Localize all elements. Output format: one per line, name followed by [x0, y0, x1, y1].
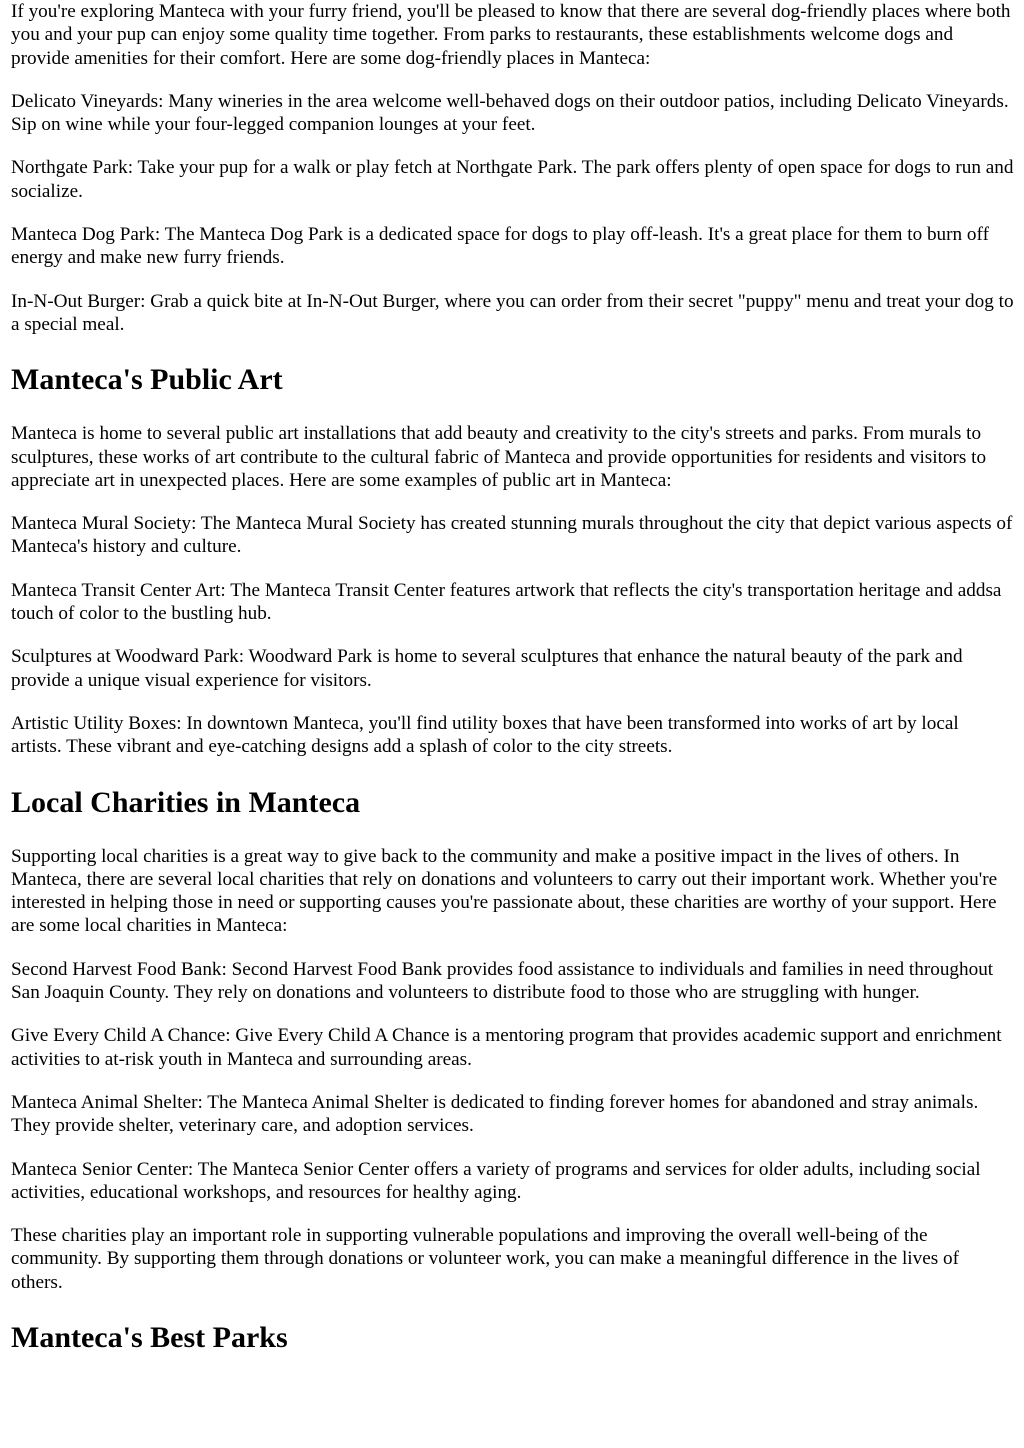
public-art-item: Artistic Utility Boxes: In downtown Manteca, you'll find utility boxes that have been transformed into works of art by local artists. These vibrant and eye-catching designs add a splash of color to the city streets.: [11, 712, 959, 758]
public-art-item: Sculptures at Woodward Park: Woodward Park is home to several sculptures that enhance the natural beauty of the park and provide a unique visual experience for visitors.: [11, 646, 963, 691]
charity-item: Manteca Animal Shelter: The Manteca Animal Shelter is dedicated to finding forever homes for abandoned and stray animals. They provide shelter, veterinary care, and adoption services.: [11, 1091, 979, 1137]
charities-closing: These charities play an important role in supporting vulnerable populations and improving the overall well-being of the community. By supporting them through donations or volunteer work, you can make a meaningful difference in the lives of others.: [11, 1225, 959, 1293]
parks-heading: Manteca's Best Parks: [11, 1320, 288, 1354]
dog-friendly-item: Delicato Vineyards: Many wineries in the area welcome well-behaved dogs on their outdoor patios, including Delicato Vineyards. Sip on wine while your four-legged companion lounges at your feet.: [11, 90, 1009, 136]
charities-intro: Supporting local charities is a great way to give back to the community and make a positive impact in the lives of others. In Manteca, there are several local charities that rely on donations and volunteers to carry out their important work. Whether you're interested in helping those in need or supporting causes you're passionate about, these charities are worthy of your support. Here are some local charities in Manteca:: [11, 845, 998, 937]
public-art-item: Manteca Transit Center Art: The Manteca Transit Center features artwork that reflects the city's transportation heritage and addsa touch of color to the bustling hub.: [11, 579, 1002, 625]
public-art-intro: Manteca is home to several public art installations that add beauty and creativity to the city's streets and parks. From murals to sculptures, these works of art contribute to the cultural fabric of Manteca and provide opportunities for residents and visitors to appreciate art in unexpected places. Here are some examples of public art in Manteca:: [11, 423, 987, 491]
charities-section: [11, 785, 1014, 1294]
public-art-heading: Manteca's Public Art: [11, 363, 283, 397]
charity-item: Manteca Senior Center: The Manteca Senior Center offers a variety of programs and services for older adults, including social activities, educational workshops, and resources for healthy aging.: [11, 1158, 981, 1203]
charity-item: Give Every Child A Chance: Give Every Child A Chance is a mentoring program that provides academic support and enrichment activities to at-risk youth in Manteca and surrounding areas.: [11, 1025, 1002, 1070]
public-art-item: Manteca Mural Society: The Manteca Mural Society has created stunning murals throughout the city that depict various aspects of Manteca's history and culture.: [11, 513, 1013, 558]
charities-heading: Local Charities in Manteca: [11, 785, 361, 819]
dog-friendly-section: [11, 0, 1014, 336]
public-art-section: [11, 362, 1014, 758]
dog-friendly-item: Manteca Dog Park: The Manteca Dog Park is a dedicated space for dogs to play off-leash. It's a great place for them to burn off energy and make new furry friends.: [11, 224, 989, 269]
dog-friendly-intro: If you're exploring Manteca with your furry friend, you'll be pleased to know that there are several dog-friendly places where both you and your pup can enjoy some quality time together. From parks to restaurants, these establishments welcome dogs and provide amenities for their comfort. Here are some dog-friendly places in Manteca:: [11, 1, 1011, 69]
charity-item: Second Harvest Food Bank: Second Harvest Food Bank provides food assistance to individuals and families in need throughout San Joaquin County. They rely on donations and volunteers to distribute food to those who are struggling with hunger.: [11, 958, 994, 1004]
dog-friendly-item: Northgate Park: Take your pup for a walk or play fetch at Northgate Park. The park offers plenty of open space for dogs to run and socialize.: [11, 157, 1014, 202]
parks-section: [11, 1320, 1014, 1356]
dog-friendly-item: In-N-Out Burger: Grab a quick bite at In-N-Out Burger, where you can order from their secret "puppy" menu and treat your dog to a special meal.: [11, 290, 1014, 335]
